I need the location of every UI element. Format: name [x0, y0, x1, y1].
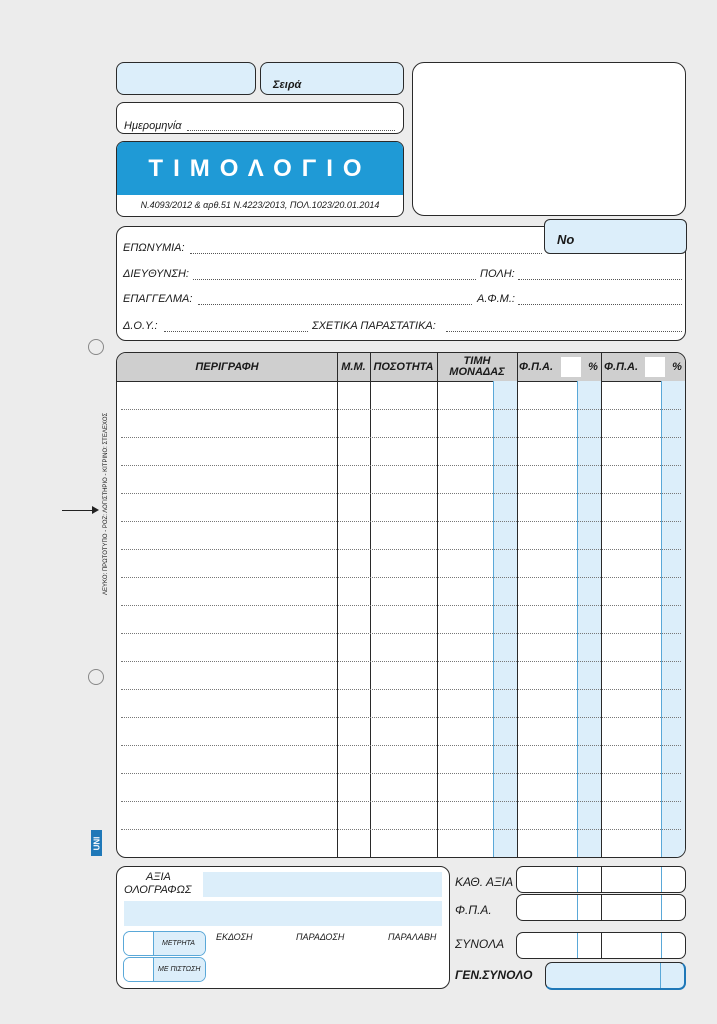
vat-number-line[interactable]: [518, 304, 682, 305]
col-vat-2-percent: %: [672, 360, 682, 373]
number-label: Νο: [557, 232, 575, 247]
net-value-field[interactable]: [516, 866, 686, 893]
col-vat-1-percent: %: [588, 360, 598, 373]
net-value-label: ΚΑΘ. ΑΞΙΑ: [455, 875, 514, 889]
col-unit-price: ΤΙΜΗ ΜΟΝΑΔΑΣ: [449, 355, 505, 378]
cash-option[interactable]: [123, 931, 206, 956]
cash-checkbox[interactable]: [124, 932, 154, 955]
cash-label: ΜΕΤΡΗΤΑ: [162, 940, 195, 947]
col-vat-2: Φ.Π.Α.: [604, 360, 639, 373]
amount-words-field-2[interactable]: [124, 901, 442, 926]
series-label: Σειρά: [273, 79, 302, 91]
vat-number-label: Α.Φ.Μ.:: [477, 293, 515, 305]
col-unit: Μ.Μ.: [341, 360, 366, 373]
items-rows[interactable]: [117, 381, 685, 857]
tax-office-label: Δ.Ο.Υ.:: [123, 320, 158, 332]
date-label: Ημερομηνία: [124, 120, 182, 132]
fold-arrow-icon: [62, 510, 96, 511]
credit-checkbox[interactable]: [124, 958, 154, 981]
date-field[interactable]: [116, 102, 404, 134]
brand-logo: UNI: [91, 830, 102, 856]
words-label-2: ΟΛΟΓΡΑΦΩΣ: [124, 884, 192, 896]
name-label: ΕΠΩΝΥΜΙΑ:: [123, 242, 185, 254]
credit-option[interactable]: [123, 957, 206, 982]
totals-label: ΣΥΝΟΛΑ: [455, 937, 505, 951]
city-label: ΠΟΛΗ:: [480, 268, 515, 280]
receipt-label: ΠΑΡΑΛΑΒΗ: [388, 932, 437, 942]
grand-total-label: ΓΕΝ.ΣΥΝΟΛΟ: [455, 968, 533, 982]
legal-reference: Ν.4093/2012 & αρθ.51 Ν.4223/2013, ΠΟΛ.1023/20.01.2014: [140, 200, 380, 210]
related-docs-line[interactable]: [446, 331, 682, 332]
city-line[interactable]: [518, 279, 682, 280]
vat-total-label: Φ.Π.Α.: [455, 903, 492, 917]
col-quantity: ΠΟΣΟΤΗΤΑ: [373, 360, 434, 373]
issue-label: ΕΚΔΟΣΗ: [216, 932, 253, 942]
amount-words-field[interactable]: [203, 872, 442, 897]
vat-2-rate-box[interactable]: [645, 357, 665, 377]
delivery-label: ΠΑΡΑΔΟΣΗ: [296, 932, 345, 942]
header-blank-box: [116, 62, 256, 95]
document-title: ΤΙΜΟΛΟΓΙΟ: [148, 154, 372, 182]
copy-color-legend: ΛΕΥΚΟ: ΠΡΩΤΟΤΥΠΟ - ΡΟΖ: ΛΟΓΙΣΤΗΡΙΟ - ΚΙΤΡΙΝΟ: ΣΤΕΛΕΧΟΣ: [103, 412, 109, 595]
title-band: [117, 142, 403, 195]
title-block: [116, 141, 404, 217]
issuer-stamp-box: [412, 62, 686, 216]
binder-hole-bottom: [88, 669, 104, 685]
vat-1-rate-box[interactable]: [561, 357, 581, 377]
address-line[interactable]: [193, 279, 476, 280]
profession-line[interactable]: [198, 304, 472, 305]
credit-label: ΜΕ ΠΙΣΤΩΣΗ: [158, 966, 201, 973]
invoice-number-field[interactable]: [544, 219, 687, 254]
words-label-1: ΑΞΙΑ: [146, 871, 171, 883]
tax-office-line[interactable]: [164, 331, 308, 332]
items-table: [116, 352, 686, 858]
grand-total-field[interactable]: [545, 962, 686, 990]
address-label: ΔΙΕΥΘΥΝΣΗ:: [123, 268, 189, 280]
series-field[interactable]: [260, 62, 404, 95]
col-description: ΠΕΡΙΓΡΑΦΗ: [195, 360, 259, 373]
totals-field[interactable]: [516, 932, 686, 959]
related-docs-label: ΣΧΕΤΙΚΑ ΠΑΡΑΣΤΑΤΙΚΑ:: [312, 320, 436, 332]
name-line[interactable]: [190, 253, 542, 254]
binder-hole-top: [88, 339, 104, 355]
col-vat-1: Φ.Π.Α.: [519, 360, 554, 373]
profession-label: ΕΠΑΓΓΕΛΜΑ:: [123, 293, 193, 305]
vat-total-field[interactable]: [516, 894, 686, 921]
fold-arrow-head: [92, 506, 99, 514]
